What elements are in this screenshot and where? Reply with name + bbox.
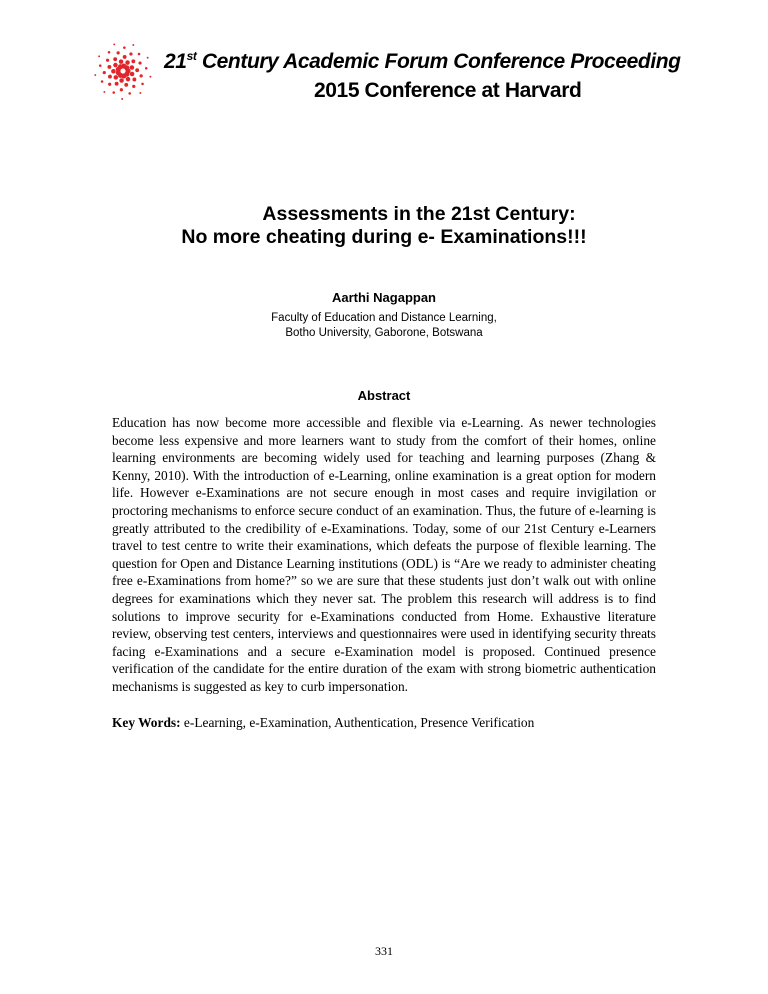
- logo-dot: [147, 57, 149, 59]
- logo-dot: [138, 53, 141, 56]
- logo-dot: [101, 80, 104, 83]
- logo-dot: [145, 67, 148, 70]
- logo-dot: [114, 75, 119, 80]
- logo-dot: [149, 76, 151, 78]
- logo-dot: [98, 55, 100, 57]
- logo-dot: [131, 59, 135, 63]
- logo-dot: [112, 91, 115, 94]
- logo-dot: [113, 57, 117, 61]
- logo-dot: [129, 52, 132, 55]
- abstract-text: Education has now become more accessible and flexible via e-Learning. As newer technologies become less expensive and more learners want to study from the comfort of their homes, online learning environments are becoming widely used for teaching and learning purposes (Zhang & Kenny, 2010). With the introduction of e-Learning, online examination is a great option for modern life. However e-Examinations are not secure enough in most cases and require invigilation or proctoring mechanisms to enforce secure conduct of an examination. Thus, the future of e-learning is greatly attributed to the credibility of e-Examinations. Today, some of our 21st Century e-Learners travel to test centre to write their examinations, which defeats the purpose of flexible learning. The question for Open and Distance Learning institutions (ODL) is “Are we ready to administer cheating free e-Examinations from home?” so we are sure that these students just don’t walk out with online degrees for examinations which they never sat. The problem this research will address is to find solutions to improve security for e-Examinations conducted from Home. Exhaustive literature review, observing test centers, interviews and questionnaires were used in identifying security threats facing e-Examinations and a secure e-Examination model is proposed. Continued presence verification of the candidate for the entire duration of the exam with strong biometric authentication mechanisms is suggested as key to curb impersonation.: [112, 415, 656, 694]
- abstract-heading: Abstract: [357, 388, 411, 403]
- logo-dot: [108, 83, 111, 86]
- paper-title-line2: No more cheating during e- Examinations!!!: [181, 226, 587, 248]
- logo-dot: [123, 46, 126, 49]
- logo-dot: [130, 72, 135, 77]
- author-name: Aarthi Nagappan: [331, 290, 436, 305]
- logo-dot: [130, 65, 135, 70]
- logo-dot: [123, 55, 127, 59]
- logo-dot: [124, 65, 129, 70]
- logo-dot: [107, 65, 111, 69]
- conference-subtitle: 2015 Conference at Harvard: [314, 79, 582, 102]
- logo-dot: [103, 91, 105, 93]
- page-number: 331: [375, 944, 393, 958]
- logo-dot: [139, 92, 141, 94]
- logo-dot: [103, 71, 106, 74]
- logo-dot: [94, 74, 96, 76]
- logo-dot: [117, 51, 120, 54]
- author-affiliation: [0, 311, 768, 341]
- conference-title: 21st Century Academic Forum Conference Proceeding: [164, 49, 681, 73]
- affiliation-line2: Botho University, Gaborone, Botswana: [285, 327, 483, 339]
- keywords-list: e-Learning, e-Examination, Authentication, Presence Verification: [180, 715, 535, 730]
- logo-dot: [132, 78, 136, 82]
- logo-dot: [119, 59, 124, 64]
- logo-dot: [132, 44, 134, 46]
- paper-title: [0, 203, 768, 249]
- affiliation-line1: Faculty of Education and Distance Learning,: [271, 312, 497, 324]
- logo-dot: [124, 83, 128, 87]
- logo-dot: [141, 83, 144, 86]
- logo-dot: [111, 69, 116, 74]
- logo-dot: [140, 74, 143, 77]
- logo-dot: [135, 68, 139, 72]
- logo-dot: [121, 98, 123, 100]
- logo-dot: [126, 77, 131, 82]
- logo-dot: [113, 43, 115, 45]
- logo-dot: [108, 75, 112, 79]
- logo-dot: [108, 51, 111, 54]
- logo-dot: [120, 88, 123, 91]
- logo-dot: [106, 59, 109, 62]
- paper-title-line1: Assessments in the 21st Century:: [262, 203, 576, 225]
- logo-dot: [138, 61, 141, 64]
- logo-dot: [113, 63, 118, 68]
- logo-dot: [119, 78, 124, 83]
- logo-dot: [115, 82, 119, 86]
- keywords: [112, 715, 656, 731]
- conference-header: [92, 40, 692, 110]
- logo-dot: [125, 60, 130, 65]
- logo-dot: [128, 92, 131, 95]
- swirl-dots-logo-icon: [92, 40, 154, 102]
- logo-dot: [99, 64, 102, 67]
- logo-dot: [132, 85, 135, 88]
- keywords-label: Key Words:: [112, 715, 181, 730]
